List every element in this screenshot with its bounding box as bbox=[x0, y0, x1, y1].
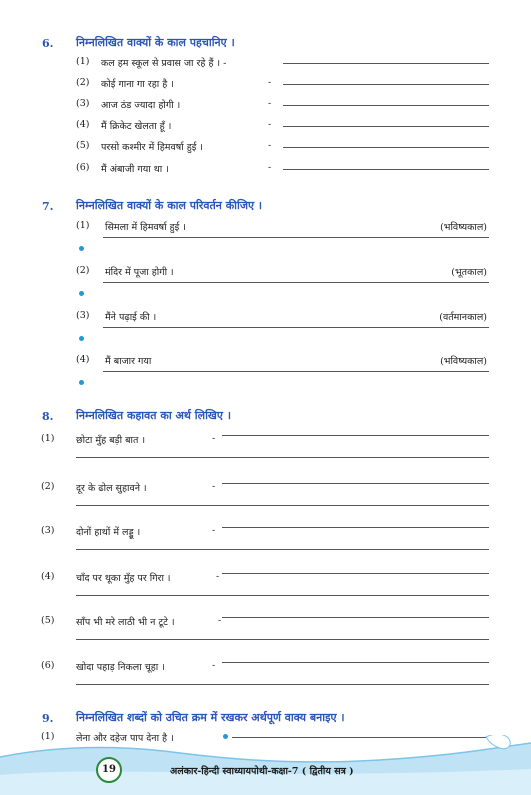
target-tense: (भूतकाल) bbox=[451, 267, 487, 278]
question-7-title: निम्नलिखित वाक्यों के काल परिवर्तन कीजिए । bbox=[76, 199, 263, 212]
answer-line bbox=[283, 147, 489, 148]
item-number: (5) bbox=[41, 615, 55, 626]
answer-line bbox=[222, 573, 489, 574]
answer-dash: - bbox=[216, 571, 220, 582]
answer-line bbox=[76, 457, 489, 458]
item-number: (3) bbox=[41, 525, 55, 536]
target-tense: (भविष्यकाल) bbox=[440, 356, 487, 367]
answer-line bbox=[283, 63, 489, 64]
question-8-number: 8. bbox=[42, 410, 54, 423]
answer-line bbox=[283, 169, 489, 170]
proverb: खोदा पहाड़ निकला चूहा । bbox=[76, 662, 165, 673]
answer-dash: - bbox=[218, 615, 222, 626]
question-9-title: निम्नलिखित शब्दों को उचित क्रम में रखकर अर्थपूर्ण वाक्य बनाइए । bbox=[76, 711, 345, 724]
answer-dash: - bbox=[212, 481, 216, 492]
answer-line bbox=[76, 505, 489, 506]
answer-line bbox=[103, 282, 489, 283]
item-number: (4) bbox=[76, 354, 90, 365]
answer-dash: - bbox=[268, 77, 272, 88]
answer-line bbox=[76, 684, 489, 685]
answer-line bbox=[222, 483, 489, 484]
answer-dash: - bbox=[212, 660, 216, 671]
answer-line bbox=[103, 237, 489, 238]
sentence: मैं बाजार गया bbox=[105, 356, 152, 367]
answer-line bbox=[222, 435, 489, 436]
sentence: आज ठंड ज्यादा होगी । bbox=[101, 100, 181, 111]
bullet-dot bbox=[79, 291, 84, 296]
item-number: (4) bbox=[76, 119, 90, 130]
item-number: (1) bbox=[76, 56, 90, 67]
sentence: परसो कश्मीर में हिमवर्षा हुई । bbox=[101, 142, 204, 153]
answer-line bbox=[103, 371, 489, 372]
question-7-number: 7. bbox=[42, 200, 54, 213]
item-number: (2) bbox=[76, 77, 90, 88]
item-number: (1) bbox=[41, 433, 55, 444]
answer-line bbox=[283, 84, 489, 85]
item-number: (3) bbox=[76, 98, 90, 109]
bullet-dot bbox=[79, 336, 84, 341]
sentence: कोई गाना गा रहा है । bbox=[101, 79, 174, 90]
footer-title: अलंकार-हिन्दी स्वाध्यायपोथी-कक्षा-7 ( द्वितीय सत्र ) bbox=[170, 766, 354, 777]
answer-line bbox=[222, 527, 489, 528]
bullet-dot bbox=[79, 380, 84, 385]
sentence: मैं क्रिकेट खेलता हूँ । bbox=[101, 121, 172, 132]
answer-line bbox=[103, 327, 489, 328]
answer-line bbox=[76, 595, 489, 596]
item-number: (6) bbox=[41, 660, 55, 671]
proverb: दूर के ढोल सुहावने । bbox=[76, 483, 147, 494]
question-9-number: 9. bbox=[42, 712, 54, 725]
proverb: चाँद पर थूका मुँह पर गिरा । bbox=[76, 573, 171, 584]
sentence: मैंने पढ़ाई की । bbox=[105, 312, 157, 323]
answer-dash: - bbox=[268, 140, 272, 151]
question-6-title: निम्नलिखित वाक्यों के काल पहचानिए । bbox=[76, 36, 235, 49]
answer-line bbox=[222, 662, 489, 663]
item-number: (4) bbox=[41, 571, 55, 582]
sentence: सिमला में हिमवर्षा हुई । bbox=[105, 222, 186, 233]
target-tense: (भविष्यकाल) bbox=[440, 222, 487, 233]
sentence: मैं अंबाजी गया था । bbox=[101, 164, 169, 175]
item-number: (6) bbox=[76, 162, 90, 173]
item-number: (1) bbox=[76, 220, 90, 231]
answer-line bbox=[283, 126, 489, 127]
sentence: मंदिर में पूजा होगी । bbox=[105, 267, 174, 278]
proverb: छोटा मुँह बड़ी बात । bbox=[76, 435, 146, 446]
bullet-dot bbox=[79, 246, 84, 251]
answer-line bbox=[76, 549, 489, 550]
target-tense: (वर्तमानकाल) bbox=[439, 312, 487, 323]
answer-dash: - bbox=[268, 98, 272, 109]
answer-dash: - bbox=[212, 433, 216, 444]
item-number: (5) bbox=[76, 140, 90, 151]
question-6-number: 6. bbox=[42, 37, 54, 50]
page-number: 19 bbox=[96, 757, 122, 783]
answer-dash: - bbox=[212, 525, 216, 536]
item-number: (2) bbox=[41, 481, 55, 492]
item-number: (3) bbox=[76, 310, 90, 321]
answer-line bbox=[222, 617, 489, 618]
answer-line bbox=[283, 105, 489, 106]
jumbled-words: लेना और दहेज पाप देना है । bbox=[76, 733, 174, 744]
item-number: (1) bbox=[41, 731, 55, 742]
item-number: (2) bbox=[76, 265, 90, 276]
question-8-title: निम्नलिखित कहावत का अर्थ लिखिए । bbox=[76, 409, 231, 422]
sentence: कल हम स्कूल से प्रवास जा रहे हैं । - bbox=[101, 58, 227, 69]
answer-dash: - bbox=[268, 162, 272, 173]
answer-line bbox=[76, 639, 489, 640]
proverb: दोनों हाथों में लड्डू । bbox=[76, 527, 141, 538]
answer-dash: - bbox=[268, 119, 272, 130]
proverb: साँप भी मरे लाठी भी न टूटे । bbox=[76, 617, 175, 628]
